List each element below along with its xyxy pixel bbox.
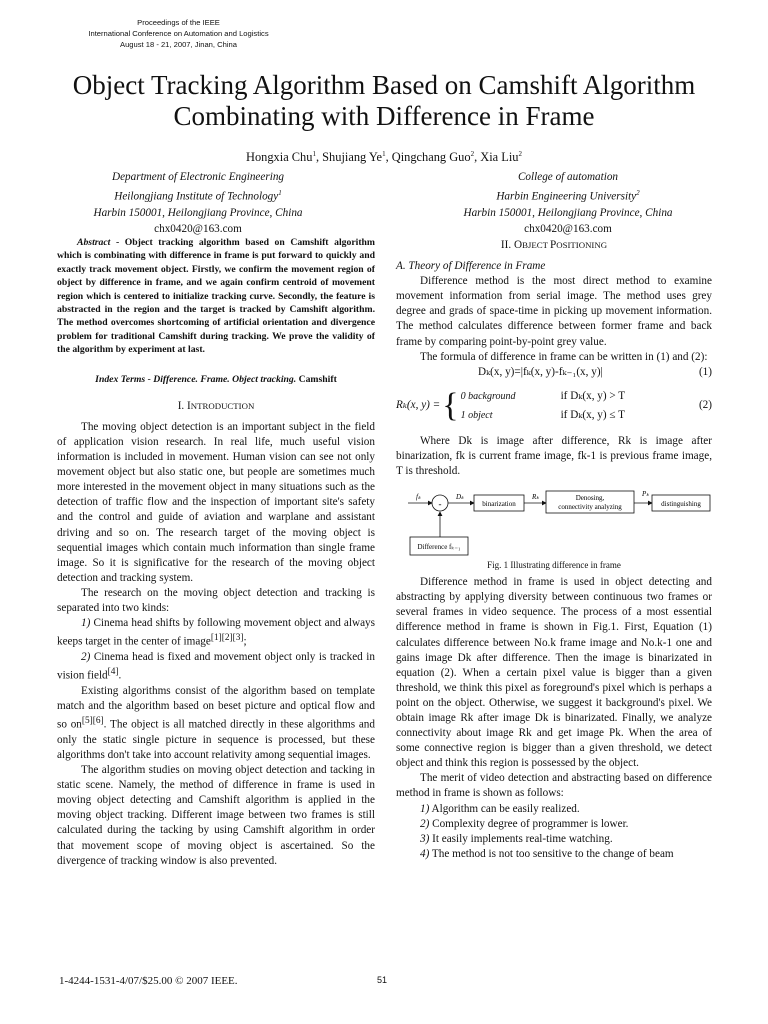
flow-diagram [396, 487, 712, 557]
equation-2-cond-2: if Dₖ(x, y) ≤ T [560, 408, 625, 421]
affiliation-institution [28, 185, 368, 205]
merit-item-3 [396, 832, 712, 847]
paragraph-text: Existing algorithms consist of the algorithm based on template match and the algorithm based on beset picture and optical flow and so on [57, 684, 375, 731]
paper-title [0, 70, 768, 132]
index-terms [57, 372, 375, 387]
merit-item-1 [396, 802, 712, 817]
list-end: . [118, 669, 122, 682]
p-label: Pₖ [642, 490, 650, 499]
list-number: 1) [81, 617, 91, 630]
index-terms-last: Camshift [296, 373, 337, 385]
page-number: 51 [377, 975, 388, 985]
author-affiliation-mark: 2 [518, 150, 522, 158]
list-text: Cinema head is fixed and movement object only is tracked in vision field [57, 650, 375, 682]
list-number: 2) [420, 817, 430, 830]
brace-symbol: { [442, 386, 459, 424]
title-line-1: Object Tracking Algorithm Based on Camshift Algorithm [72, 70, 696, 100]
subsection-heading-a: A. Theory of Difference in Frame [396, 260, 546, 273]
equation-2 [396, 386, 712, 426]
affiliation-department: College of automation [517, 171, 619, 183]
list-text: It easily implements real-time watching. [429, 832, 613, 845]
list-end: ; [243, 635, 247, 648]
section2-paragraph-5: The merit of video detection and abstracting based on difference method in frame is shown as follows: [396, 772, 712, 800]
abstract-label: Abstract [77, 237, 111, 248]
subtract-sign: - [438, 499, 442, 510]
equation-2-lhs: Rₖ(x, y) = [396, 399, 441, 412]
proceedings-line: Proceedings of the IEEE [137, 18, 220, 27]
abstract [57, 236, 375, 357]
equation-2-cond-1: if Dₖ(x, y) > T [560, 389, 626, 402]
author-name: Shujiang Ye [322, 150, 383, 165]
section-number: I. [177, 399, 188, 412]
section-title-rest-1: BJECT [522, 240, 551, 250]
date-location-line: August 18 - 21, 2007, Jinan, China [120, 40, 237, 49]
author-name: Hongxia Chu [246, 150, 313, 165]
section2-paragraph-2: The formula of difference in frame can be written in (1) and (2): [420, 350, 708, 363]
section-number: II. [500, 239, 514, 251]
list-number: 3) [420, 832, 430, 845]
section-title-rest: NTRODUCTION [190, 400, 255, 411]
affiliation-address: Harbin 150001, Heilongjiang Province, China [463, 207, 673, 220]
author-affiliation-mark: 1 [312, 150, 316, 158]
equation-1 [396, 365, 712, 380]
equation-1-body: Dₖ(x, y)=|fₖ(x, y)-fₖ₋₁(x, y)| [478, 365, 603, 378]
section-title-initial-2: P [550, 239, 557, 251]
intro-list-item-2 [57, 650, 375, 684]
list-text: Cinema head shifts by following movement object and always keeps target in the center of image [57, 617, 375, 648]
affiliation-2 [398, 169, 738, 238]
list-number: 2) [81, 650, 91, 663]
paragraph-text-cont: . The object is all matched directly in these algorithms and only the static single picture in sequence is processed, but these algorithms don't take into account relativity among sequential images. [57, 718, 375, 762]
affiliation-email: chx0420@163.com [154, 223, 242, 236]
merit-item-4 [396, 847, 712, 862]
section-title-initial: I [187, 399, 191, 412]
section-title-rest-2: OSITIONING [556, 240, 608, 250]
equation-2-case-1: 0 background [460, 390, 516, 402]
section-heading-object-positioning [396, 238, 712, 253]
intro-paragraph-4: The algorithm studies on moving object detection and tacking in static scene. Namely, the method of difference in frame is used in moving object detecting and Camshift algorithm is applied in the moving object tracking. Different image between two frames is still calculated during the tacking by using Camshift algorithm in order that movement scope of moving object is ascertained. So the divergence of tracking window is also prevented. [57, 764, 375, 867]
affiliation-1 [28, 169, 368, 238]
figure-1 [396, 487, 712, 571]
institution-name: Harbin Engineering University [496, 190, 637, 203]
intro-paragraph-3 [57, 684, 375, 763]
affiliation-mark: 1 [278, 189, 282, 198]
affiliation-mark: 2 [636, 189, 640, 198]
proceedings-header [0, 17, 357, 50]
equation-2-case-2: 1 object [460, 409, 493, 421]
input-label: fₖ [416, 493, 421, 502]
affiliation-institution [398, 185, 738, 205]
d-label: Dₖ [456, 493, 465, 502]
copyright-footer: 1-4244-1531-4/07/$25.00 © 2007 IEEE. [59, 975, 238, 987]
merit-item-2 [396, 817, 712, 832]
list-number: 1) [420, 802, 430, 815]
distinguishing-label: distinguishing [661, 500, 701, 509]
intro-paragraph-1: The moving object detection is an important subject in the field of application vision research. In real life, much useful vision information is included in movement. Human vision can see not only movement object but also static one, but people are sometimes much more interested in the movement object in many situations such as the detection of traffic flow and the inspection of important site's safety and the control and guide of aviation and warplane and assistant driving and so on. The research target of the moving object is sequential images which contain much information than single frame image. So it is significative for the research of the moving object detection and tracking system. [57, 420, 375, 584]
section2-paragraph-1: Difference method is the most direct method to examine movement information from serial image. The method uses grey degree and grads of space-time in picking up movement information. The method calculates difference between former frame and back frame by comparing point-by-point grey value. [396, 275, 712, 348]
section2-paragraph-3: Where Dk is image after difference, Rk is image after binarization, fk is current frame image, fk-1 is previous frame image, T is threshold. [396, 434, 712, 478]
title-line-2: Combinating with Difference in Frame [173, 101, 595, 131]
list-text: Complexity degree of programmer is lower. [429, 817, 629, 830]
author-list: Hongxia Chu$^1$, Shujiang Ye$^1$, Qingchang Guo$^2$, Xia Liu$^2$ [246, 150, 522, 165]
equation-2-number: (2) [698, 399, 712, 412]
author-name: Qingchang Guo [391, 150, 471, 165]
r-label: Rₖ [532, 493, 540, 502]
section-title-initial-1: O [513, 239, 523, 251]
section-heading-introduction [57, 399, 375, 414]
intro-list-item-1 [57, 616, 375, 650]
conference-line: International Conference on Automation and Logistics [88, 29, 269, 38]
citation: [5][6] [81, 716, 104, 727]
figure-1-caption: Fig. 1 Illustrating difference in frame [487, 560, 621, 571]
denoising-label-1: Denosing, [575, 494, 605, 503]
denoising-label-2: connectivity analyzing [558, 503, 622, 512]
author-affiliation-mark: 1 [382, 150, 386, 158]
section2-paragraph-4: Difference method in frame is used in object detecting and abstracting by applying diversity between continuous two frames or several frames in video sequence. The process of a most essential difference method in frame is shown in Fig.1. First, Equation (1) calculates difference between No.k frame image and No.k-1 one and gains image Dk after difference. Then the image is binarizated in equation (2). When a certain pixel value is bigger than a given threshold, we think this pixel as foreground's pixel which is perhaps a point on the object. Otherwise, we suggest it background's pixel. We obtain image Rk after image Dk is binarizated. Finally, we analyze connectivity about image Rk and get image Pk. When the area of some connective region is bigger than a given threshold, we detect object and think this region is possessed by the object. [396, 576, 712, 770]
intro-paragraph-2: The research on the moving object detection and tracking is separated into two kinds: [57, 586, 375, 614]
index-terms-text: Index Terms - Difference. Frame. Object tracking. [95, 373, 297, 385]
affiliation-address: Harbin 150001, Heilongjiang Province, China [93, 207, 303, 220]
institution-name: Heilongjiang Institute of Technology [114, 190, 279, 203]
list-text: The method is not too sensitive to the change of beam [429, 847, 674, 860]
citation: [4] [107, 667, 119, 678]
left-column [57, 236, 375, 869]
author-name: Xia Liu [480, 150, 519, 165]
equation-1-number: (1) [698, 365, 712, 378]
author-affiliation-mark: 2 [470, 150, 475, 158]
abstract-text: - Object tracking algorithm based on Camshift algorithm which is combinating with difference in frame is put forward to quickly and exactly track movement object. Firstly, we confirm the movement region of object by difference in frame, and we again confirm centroid of movement region which is centered to initialize tracking curve. Secondly, the feature is abstracted in the region and the target is tracked by Camshift algorithm. The method overcomes shortcoming of artificial orientation and divergence problem for traditional Camshift during tracking. We prove the validity of the algorithm by experiment at last. [57, 237, 375, 356]
affiliation-email: chx0420@163.com [524, 223, 612, 236]
list-number: 4) [420, 847, 430, 860]
citation: [1][2][3] [210, 633, 244, 644]
difference-label: Difference fₖ₋₁ [417, 543, 461, 552]
list-text: Algorithm can be easily realized. [429, 802, 580, 815]
affiliation-department: Department of Electronic Engineering [111, 171, 285, 183]
right-column [396, 236, 712, 862]
binarization-label: binarization [482, 500, 516, 509]
